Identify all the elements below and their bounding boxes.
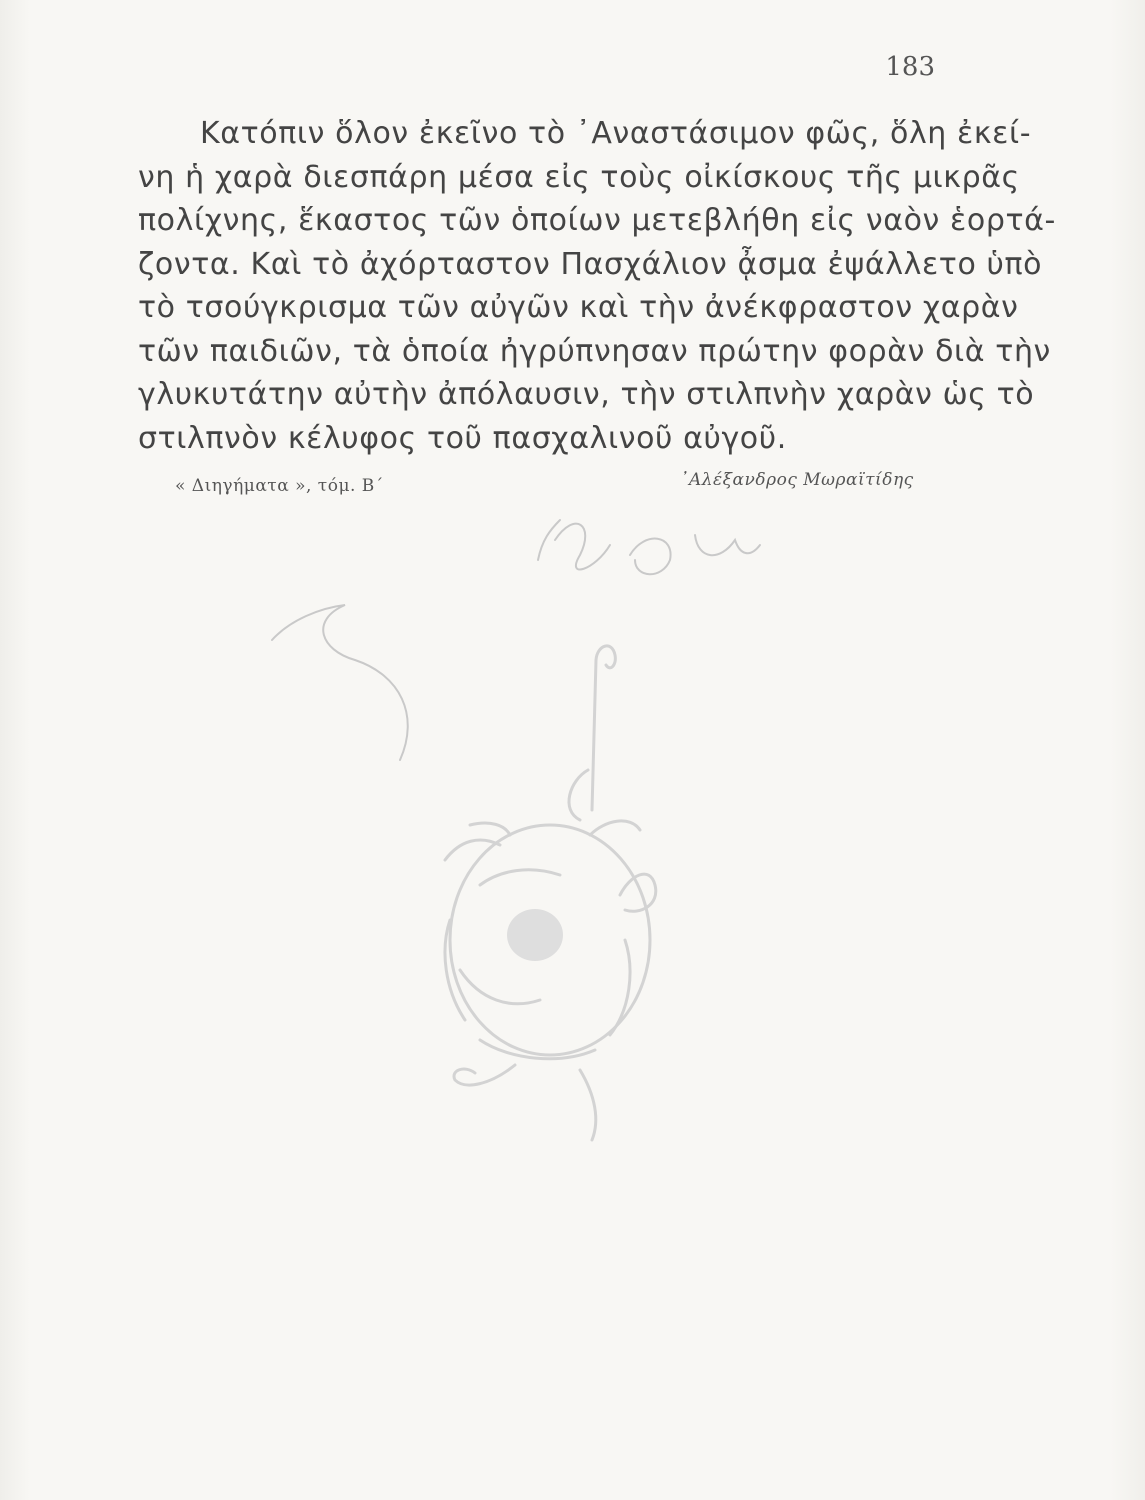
text-line: πολίχνης, ἕκαστος τῶν ὁποίων μετεβλήθη εἰς ναὸν ἑορτά- [138,203,1056,238]
text-line: ζοντα. Καὶ τὸ ἀχόρταστον Πασχάλιον ᾆσμα ἐψάλλετο ὑπὸ [138,246,1043,282]
text-line: στιλπνὸν κέλυφος τοῦ πασχαλινοῦ αὐγοῦ. [138,420,787,456]
easter-vignette-illustration [420,640,710,1160]
text-line: Κατόπιν ὅλον ἐκεῖνο τὸ ᾿Αναστάσιμον φῶς, ὅλη ἐκεί- [200,116,1032,151]
body-paragraph [138,112,1056,460]
source-citation: « Διηγήματα », τόμ. Β΄ [175,476,384,496]
text-line: τῶν παιδιῶν, τὰ ὁποία ἠγρύπνησαν πρώτην φορὰν διὰ τὴν [138,333,1051,369]
page-number: 183 [885,52,935,82]
author-name: ᾿Αλέξανδρος Μωραϊτίδης [680,470,914,490]
text-line: γλυκυτάτην αὐτὴν ἀπόλαυσιν, τὴν στιλπνὴν χαρὰν ὡς τὸ [138,377,1035,412]
text-line: τὸ τσούγκρισμα τῶν αὐγῶν καὶ τὴν ἀνέκφραστον χαρὰν [138,290,1019,325]
text-line: νη ἡ χαρὰ διεσπάρη μέσα εἰς τοὺς οἰκίσκους τῆς μικρᾶς [138,159,1020,195]
